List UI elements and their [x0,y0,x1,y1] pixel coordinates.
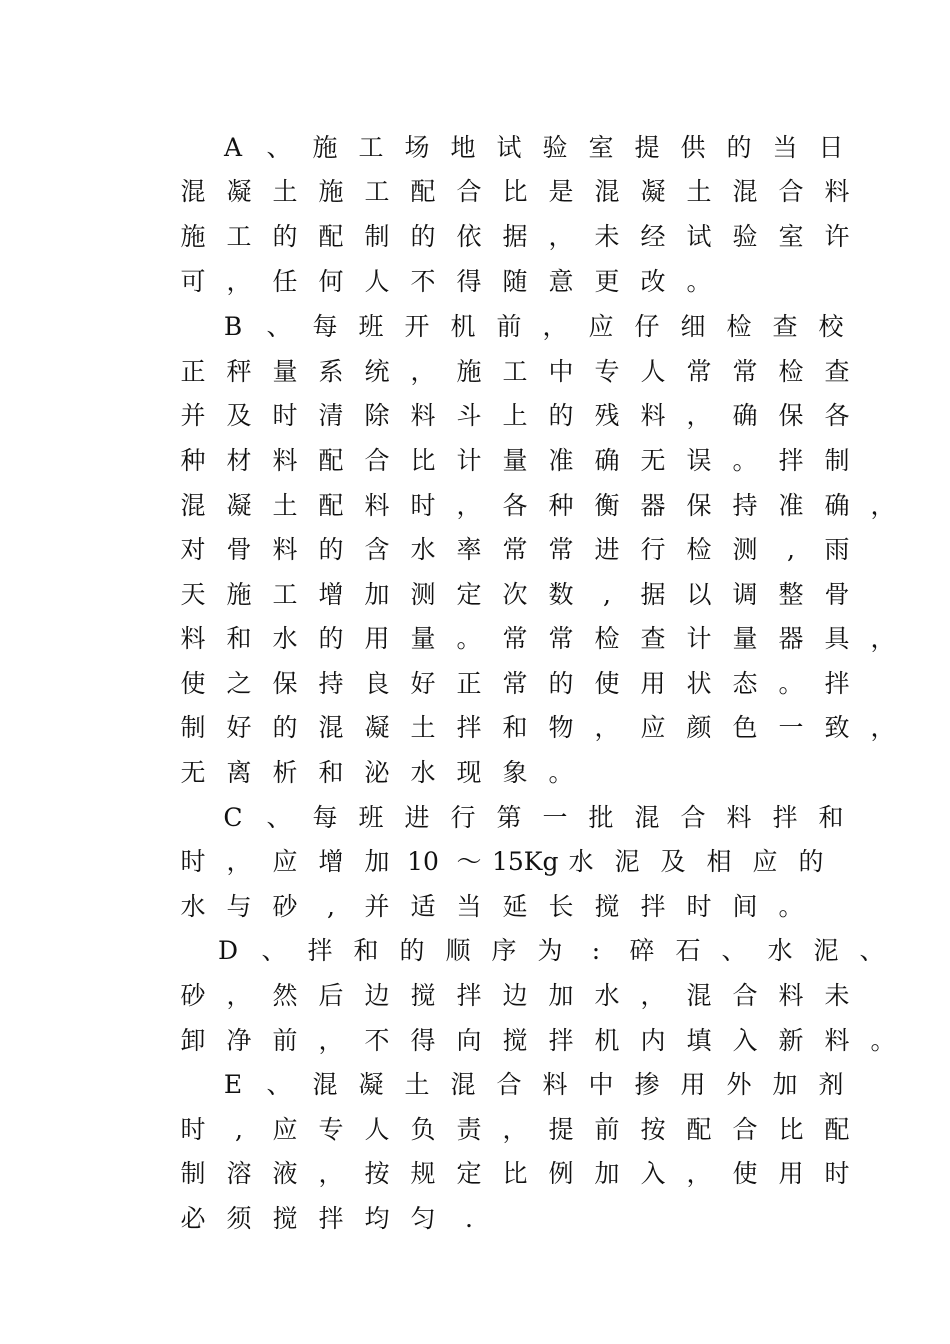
text-line: 水 与 砂 , 并 适 当 延 长 搅 拌 时 间 。 [180,892,804,921]
text-line: 施 工 的 配 制 的 依 据 ， 未 经 试 验 室 许 [180,222,850,251]
text-line: 正 秤 量 系 统 ， 施 工 中 专 人 常 常 检 查 [180,357,850,386]
text-line: 混 凝 土 施 工 配 合 比 是 混 凝 土 混 合 料 [180,177,850,206]
text-line: 卸 净 前 ， 不 得 向 搅 拌 机 内 填 入 新 料 。 [180,1026,896,1055]
text-line: B 、 每 班 开 机 前 ， 应 仔 细 检 查 校 [223,312,844,341]
text-line: 混 凝 土 配 料 时 ， 各 种 衡 器 保 持 准 确 ， [180,491,896,520]
text-line: 并 及 时 清 除 料 斗 上 的 残 料 ， 确 保 各 [180,401,850,430]
text-line: 使 之 保 持 良 好 正 常 的 使 用 状 态 。 拌 [180,669,850,698]
text-line: 无 离 析 和 泌 水 现 象 。 [180,758,574,787]
text-line: 制 溶 液 ， 按 规 定 比 例 加 入 ， 使 用 时 [180,1159,850,1188]
text-line: 时 ， 应 增 加 10 ～ 15Kg 水 泥 及 相 应 的 [180,847,824,876]
text-line: 时 , 应 专 人 负 责 ， 提 前 按 配 合 比 配 [180,1115,850,1144]
text-line: 可 ， 任 何 人 不 得 随 意 更 改 。 [180,267,712,296]
text-line: A 、 施 工 场 地 试 验 室 提 供 的 当 日 [223,133,844,162]
text-line: 料 和 水 的 用 量 。 常 常 检 查 计 量 器 具 ， [180,624,896,653]
text-line: C 、 每 班 进 行 第 一 批 混 合 料 拌 和 [223,803,844,832]
text-line: 对 骨 料 的 含 水 率 常 常 进 行 检 测 , 雨 [180,535,850,564]
text-line: 种 材 料 配 合 比 计 量 准 确 无 误 。 拌 制 [180,446,850,475]
text-line: 天 施 工 增 加 测 定 次 数 , 据 以 调 整 骨 [180,580,850,609]
text-line: 必 须 搅 拌 均 匀 . [180,1204,473,1233]
text-line: 砂 ， 然 后 边 搅 拌 边 加 水 ， 混 合 料 未 [180,981,850,1010]
text-line: D 、 拌 和 的 顺 序 为 : 碎 石 、 水 泥 、 [217,936,885,965]
text-line: 制 好 的 混 凝 土 拌 和 物 ， 应 颜 色 一 致 ， [180,713,896,742]
text-line: E 、 混 凝 土 混 合 料 中 掺 用 外 加 剂 [223,1070,844,1099]
